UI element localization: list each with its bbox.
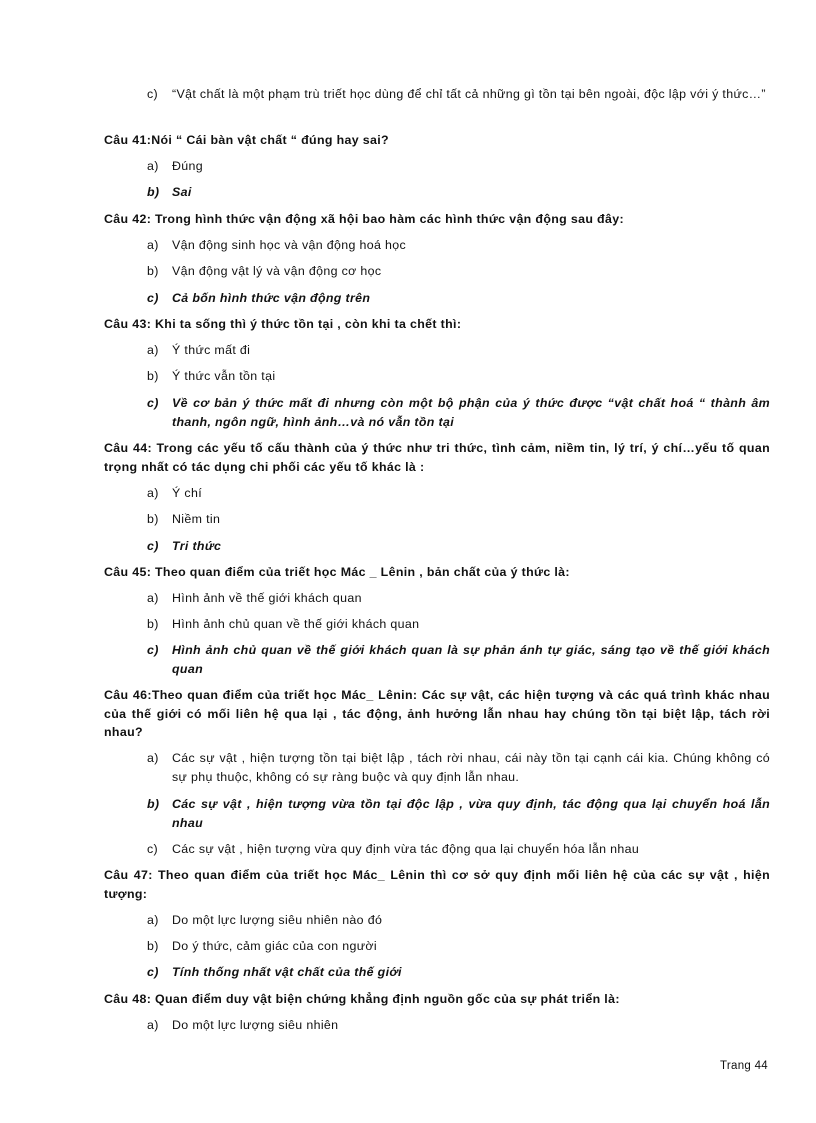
option-letter: a) bbox=[147, 159, 159, 173]
answer-option bbox=[147, 484, 770, 503]
answer-option-correct bbox=[147, 289, 770, 308]
option-letter: b) bbox=[147, 939, 159, 953]
option-text: Ý thức vẫn tồn tại bbox=[172, 369, 276, 383]
option-text: “Vật chất là một phạm trù triết học dùng để chỉ tất cả những gì tồn tại bên ngoài, độc lập với ý thức…” bbox=[172, 87, 766, 101]
answer-option bbox=[147, 341, 770, 360]
answer-option bbox=[147, 937, 770, 956]
option-letter: b) bbox=[147, 797, 160, 811]
page-number: Trang 44 bbox=[719, 1060, 768, 1072]
answer-option bbox=[147, 749, 770, 786]
option-letter: b) bbox=[147, 617, 159, 631]
option-text: Các sự vật , hiện tượng vừa quy định vừa tác động qua lại chuyển hóa lẫn nhau bbox=[172, 842, 640, 856]
question-heading: Câu 42: Trong hình thức vận động xã hội bao hàm các hình thức vận động sau đây: bbox=[104, 212, 624, 226]
option-letter: a) bbox=[147, 343, 159, 357]
answer-option-correct bbox=[147, 537, 770, 556]
option-letter: c) bbox=[147, 965, 159, 979]
answer-option bbox=[147, 236, 770, 255]
option-text: Vận động vật lý và vận động cơ học bbox=[172, 264, 382, 278]
question-heading: Câu 41:Nói “ Cái bàn vật chất “ đúng hay sai? bbox=[104, 133, 389, 147]
option-text: Đúng bbox=[172, 159, 204, 173]
option-letter: c) bbox=[147, 539, 159, 553]
option-letter: b) bbox=[147, 264, 159, 278]
option-text: Niềm tin bbox=[172, 512, 221, 526]
option-letter: c) bbox=[147, 842, 159, 856]
question-heading: Câu 48: Quan điểm duy vật biện chứng khẳng định nguồn gốc của sự phát triển là: bbox=[104, 992, 620, 1006]
answer-option bbox=[147, 367, 770, 386]
option-text: Hình ảnh chủ quan về thế giới khách quan là sự phản ánh tự giác, sáng tạo về thế giới khách quan bbox=[172, 643, 770, 676]
option-letter: a) bbox=[147, 1018, 159, 1032]
answer-option-correct bbox=[147, 183, 770, 202]
option-letter: a) bbox=[147, 751, 159, 765]
option-letter: c) bbox=[147, 643, 159, 657]
option-letter: b) bbox=[147, 369, 159, 383]
answer-option bbox=[147, 589, 770, 608]
answer-option-correct bbox=[147, 394, 770, 431]
option-text: Tri thức bbox=[172, 539, 222, 553]
option-text: Cả bốn hình thức vận động trên bbox=[172, 291, 371, 305]
option-text: Hình ảnh chủ quan về thế giới khách quan bbox=[172, 617, 420, 631]
option-text: Hình ảnh về thế giới khách quan bbox=[172, 591, 362, 605]
option-text: Do một lực lượng siêu nhiên bbox=[172, 1018, 339, 1032]
answer-option bbox=[147, 157, 770, 176]
question-heading: Câu 47: Theo quan điểm của triết học Mác_ Lênin thì cơ sở quy định mối liên hệ của các sự vật , hiện tượng: bbox=[104, 868, 770, 901]
option-text: Ý thức mất đi bbox=[172, 343, 251, 357]
answer-option-correct bbox=[147, 795, 770, 832]
option-text: Về cơ bản ý thức mất đi nhưng còn một bộ phận của ý thức được “vật chất hoá “ thành âm thanh, ngôn ngữ, hình ảnh…và nó vẫn tồn tại bbox=[172, 396, 770, 429]
option-text: Ý chí bbox=[172, 486, 202, 500]
option-text: Các sự vật , hiện tượng tồn tại biệt lập , tách rời nhau, cái này tồn tại cạnh cái kia. Chúng không có sự phụ thuộc, không có sự ràng buộc và quy định lẫn nhau. bbox=[172, 751, 770, 784]
answer-option bbox=[147, 840, 770, 859]
option-letter: b) bbox=[147, 512, 159, 526]
option-text: Tính thống nhất vật chất của thế giới bbox=[172, 965, 402, 979]
option-letter: c) bbox=[147, 396, 159, 410]
option-text: Vận động sinh học và vận động hoá học bbox=[172, 238, 407, 252]
option-text: Sai bbox=[172, 185, 192, 199]
option-letter: c) bbox=[147, 291, 159, 305]
answer-option bbox=[147, 85, 770, 104]
answer-option-correct bbox=[147, 963, 770, 982]
answer-option bbox=[147, 911, 770, 930]
answer-option bbox=[147, 1016, 770, 1035]
answer-option bbox=[147, 262, 770, 281]
answer-option bbox=[147, 510, 770, 529]
option-text: Do ý thức, cảm giác của con người bbox=[172, 939, 377, 953]
answer-option bbox=[147, 615, 770, 634]
question-heading: Câu 44: Trong các yếu tố cấu thành của ý thức như tri thức, tình cảm, niềm tin, lý trí, ý chí…yếu tố quan trọng nhất có tác dụng chi phối các yếu tố khác là : bbox=[104, 441, 770, 474]
option-letter: c) bbox=[147, 87, 159, 101]
option-letter: a) bbox=[147, 486, 159, 500]
option-text: Do một lực lượng siêu nhiên nào đó bbox=[172, 913, 383, 927]
option-letter: b) bbox=[147, 185, 160, 199]
option-letter: a) bbox=[147, 913, 159, 927]
question-heading: Câu 43: Khi ta sống thì ý thức tồn tại , còn khi ta chết thì: bbox=[104, 317, 462, 331]
question-heading: Câu 45: Theo quan điểm của triết học Mác _ Lênin , bản chất của ý thức là: bbox=[104, 565, 570, 579]
option-letter: a) bbox=[147, 591, 159, 605]
question-heading: Câu 46:Theo quan điểm của triết học Mác_ Lênin: Các sự vật, các hiện tượng và các quá trình khác nhau của thế giới có mối liên hệ qua lại , tác động, ảnh hưởng lẫn nhau hay chúng tồn tại biệt lập, tách rời nhau? bbox=[104, 688, 770, 739]
option-text: Các sự vật , hiện tượng vừa tồn tại độc lập , vừa quy định, tác động qua lại chuyển hoá lẫn nhau bbox=[172, 797, 770, 830]
answer-option-correct bbox=[147, 641, 770, 678]
option-letter: a) bbox=[147, 238, 159, 252]
